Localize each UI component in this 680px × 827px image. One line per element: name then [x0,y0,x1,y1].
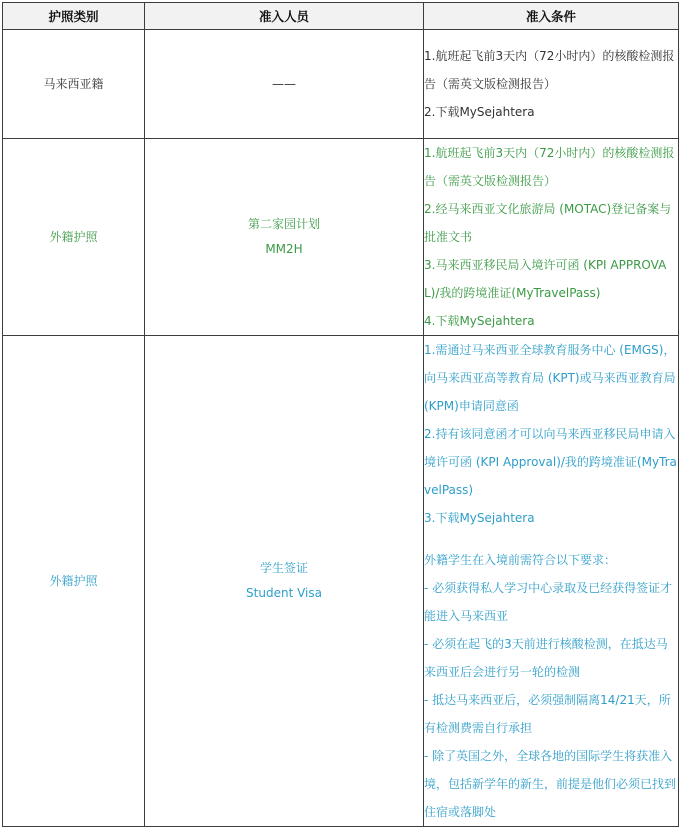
passport-type-cell [3,139,145,336]
condition-item: 1.需通过马来西亚全球教育服务中心 (EMGS)，向马来西亚高等教育局 (KPT)或马来西亚教育局 (KPM)申请同意函 [424,343,676,413]
entry-requirements-table [2,2,679,827]
condition-item: 2.持有该同意函才可以向马来西亚移民局申请入境许可函 (KPI Approval)/我的跨境准证(MyTravelPass) [424,427,677,497]
condition-item: 1.航班起飞前3天内（72小时内）的核酸检测报告（需英文版检测报告） [424,49,675,91]
passport-type-label: 外籍护照 [49,229,98,244]
requirement-item: - 必须在起飞的3天前进行核酸检测，在抵达马来西亚后会进行另一轮的检测 [424,637,668,679]
table-row [3,30,679,139]
requirements-intro: 外籍学生在入境前需符合以下要求： [424,553,617,567]
personnel-label: 第二家园计划 [247,217,320,231]
header-eligible-personnel: 准入人员 [145,3,424,30]
passport-type-cell [3,30,145,139]
requirement-item: - 抵达马来西亚后，必须强制隔离14/21天，所有检测费需自行承担 [424,693,671,735]
header-entry-conditions: 准入条件 [424,3,679,30]
conditions-cell [424,30,679,139]
personnel-label: 学生签证 [259,561,308,575]
table-row [3,336,679,827]
header-passport-type: 护照类别 [3,3,145,30]
table-row [3,139,679,336]
personnel-label: —— [272,76,296,91]
condition-item: 1.航班起飞前3天内（72小时内）的核酸检测报告（需英文版检测报告） [424,146,675,188]
condition-item: 4.下载MySejahtera [424,314,535,328]
condition-item: 3.马来西亚移民局入境许可函 (KPI APPROVAL)/我的跨境准证(MyTravelPass) [424,258,667,300]
table-header-row [3,3,679,30]
condition-item: 2.经马来西亚文化旅游局 (MOTAC)登记备案与批准文书 [424,202,672,244]
personnel-sublabel: MM2H [265,242,303,256]
requirement-item: - 必须获得私人学习中心录取及已经获得签证才能进入马来西亚 [424,581,673,623]
passport-type-label: 马来西亚籍 [43,76,104,91]
personnel-cell [145,30,424,139]
passport-type-label: 外籍护照 [49,573,98,588]
personnel-cell [145,336,424,827]
conditions-cell [424,336,679,827]
requirement-item: - 除了英国之外，全球各地的国际学生将获准入境，包括新学年的新生，前提是他们必须已找到住宿或落脚处 [424,749,677,819]
condition-item: 3.下载MySejahtera [424,511,535,525]
spacer [424,532,678,546]
condition-item: 2.下载MySejahtera [424,105,535,119]
conditions-cell [424,139,679,336]
passport-type-cell [3,336,145,827]
personnel-cell [145,139,424,336]
personnel-sublabel: Student Visa [246,586,322,600]
